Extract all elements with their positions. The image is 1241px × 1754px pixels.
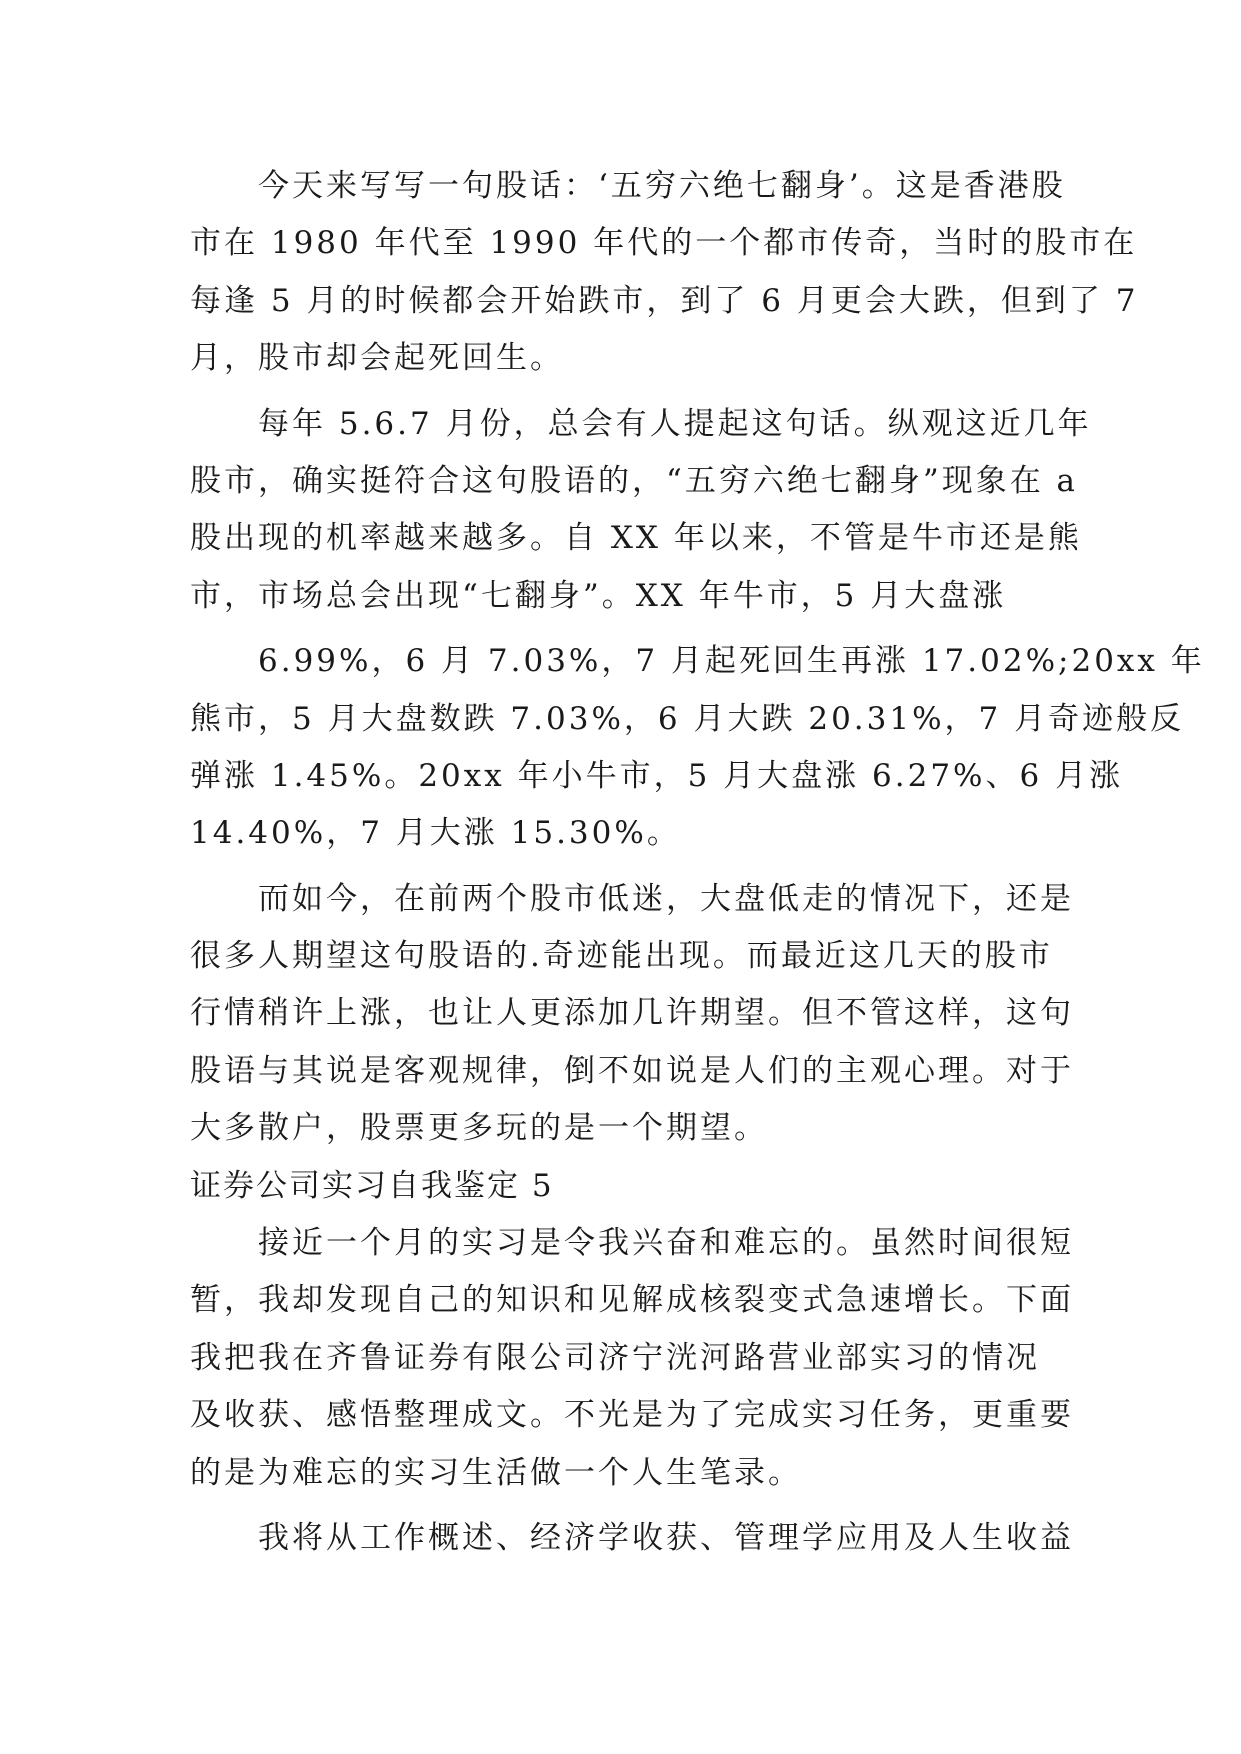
text-line: 股语与其说是客观规律，倒不如说是人们的主观心理。对于 (190, 1052, 1074, 1089)
paragraph-wuqiong-saying (190, 158, 1139, 388)
text-line: 股市，确实挺符合这句股语的，“五穷六绝七翻身”现象在 a (190, 462, 1079, 499)
paragraph-spacer (190, 863, 1052, 871)
text-line: 月，股市却会起死回生。 (190, 340, 564, 377)
text-line: 股出现的机率越来越多。自 XX 年以来，不管是牛市还是熊 (190, 520, 1082, 557)
text-line: 熊市，5 月大盘数跌 7.03%，6 月大跌 20.31%，7 月奇迹般反 (190, 700, 1185, 737)
paragraph-expectation (190, 871, 1074, 1158)
text-line: 而如今，在前两个股市低迷，大盘低走的情况下，还是 (190, 880, 1074, 917)
text-line: 接近一个月的实习是令我兴奋和难忘的。虽然时间很短 (190, 1225, 1074, 1262)
text-line: 6.99%，6 月 7.03%，7 月起死回生再涨 17.02%;20xx 年 (190, 643, 1205, 680)
text-line: 弹涨 1.45%。20xx 年小牛市，5 月大盘涨 6.27%、6 月涨 (190, 757, 1124, 794)
text-line: 行情稍许上涨，也让人更添加几许期望。但不管这样，这句 (190, 995, 1074, 1032)
text-line: 14.40%，7 月大涨 15.30%。 (190, 815, 681, 852)
text-line: 每逢 5 月的时候都会开始跌市，到了 6 月更会大跌，但到了 7 (190, 282, 1139, 319)
paragraph-spacer (190, 388, 1052, 396)
section-heading-text: 证券公司实习自我鉴定 5 (190, 1167, 554, 1204)
document-body (190, 158, 1205, 1567)
text-line: 我将从工作概述、经济学收获、管理学应用及人生收益 (190, 1519, 1074, 1556)
text-line: 每年 5.6.7 月份，总会有人提起这句话。纵观这近几年 (190, 405, 1092, 442)
text-line: 大多散户，股票更多玩的是一个期望。 (190, 1110, 768, 1147)
text-line: 很多人期望这句股语的.奇迹能出现。而最近这几天的股市 (190, 938, 1053, 975)
text-line: 的是为难忘的实习生活做一个人生笔录。 (190, 1454, 802, 1491)
section-heading (190, 1158, 1052, 1215)
paragraph-outline (190, 1510, 1074, 1567)
text-line: 市，市场总会出现“七翻身”。XX 年牛市，5 月大盘涨 (190, 577, 1007, 614)
text-line: 我把我在齐鲁证券有限公司济宁洸河路营业部实习的情况 (190, 1339, 1040, 1376)
text-line: 今天来写写一句股话：‘五穷六绝七翻身’。这是香港股 (190, 168, 1066, 204)
text-line: 及收获、感悟整理成文。不光是为了完成实习任务，更重要 (190, 1397, 1074, 1434)
text-line: 暂，我却发现自己的知识和见解成核裂变式急速增长。下面 (190, 1282, 1074, 1319)
paragraph-internship-intro (190, 1215, 1074, 1502)
paragraph-recent-years (190, 396, 1092, 626)
paragraph-spacer (190, 1502, 1052, 1510)
paragraph-spacer (190, 625, 1052, 633)
text-line: 市在 1980 年代至 1990 年代的一个都市传奇，当时的股市在 (190, 225, 1138, 262)
paragraph-market-figures (190, 633, 1205, 863)
